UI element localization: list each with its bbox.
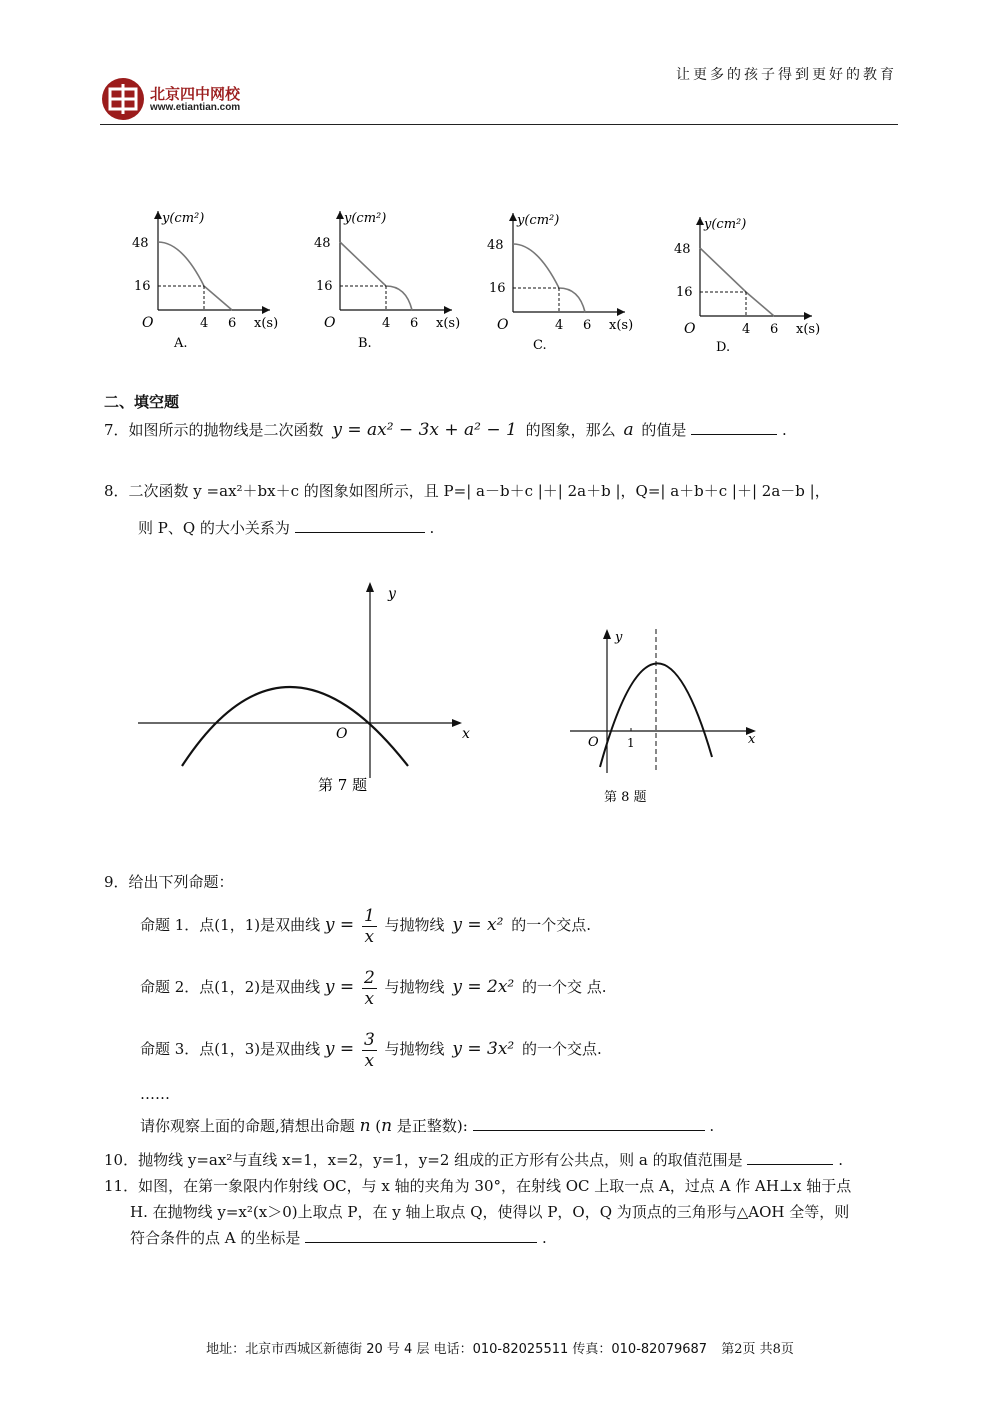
figure-7-origin: O [336,726,348,742]
logo-emblem [100,76,146,122]
question-11-line1: 11．如图，在第一象限内作射线 OC，与 x 轴的夹角为 30°，在射线 OC 上取一点 A，过点 A 作 AH⊥x 轴于点 [104,1177,852,1195]
q7-var: a [623,420,634,440]
prop3-num: 3 [363,1029,375,1050]
question-7 [104,420,787,440]
proposition-1 [140,903,591,947]
graph-d [674,217,820,355]
graph-d-xlabel: x(s) [796,322,821,337]
prop3-eq2: y = 3x² [452,1039,515,1059]
prop3-fraction [362,1030,377,1071]
q8-line2-text: 则 P、Q 的大小关系为 [138,519,290,537]
graph-b-tick6: 6 [410,316,419,331]
logo-name: 北京四中网校 [150,85,241,103]
q9-answer-blank[interactable] [473,1116,705,1131]
q8-answer-blank[interactable] [295,518,425,533]
graph-b-curve [340,242,412,310]
graph-a-xlabel: x(s) [254,316,279,331]
question-9-intro: 9．给出下列命题： [104,873,234,891]
prop3-den: x [364,1050,375,1071]
q7-formula: y = ax² − 3x + a² − 1 [332,420,517,440]
slogan: 让更多的孩子得到更好的教育 [676,67,897,83]
graph-c-tick4: 4 [555,318,564,333]
graph-a [132,211,278,351]
prop1-eq2: y = x² [452,915,504,935]
prop3-mid: 与抛物线 [384,1040,445,1058]
question-11-line2: H. 在抛物线 y=x²(x＞0)上取点 P，在 y 轴上取点 Q，使得以 P，O，Q 为顶点的三角形与△AOH 全等，则 [130,1203,850,1221]
graph-b-tick4: 4 [382,316,391,331]
prop1-text: 命题 1．点(1，1)是双曲线 [140,916,321,934]
proposition-2 [140,965,607,1009]
q10-end: . [838,1151,843,1169]
graph-c-option: C. [533,338,547,353]
graph-b-tick48: 48 [314,236,331,251]
section-title: 二、填空题 [104,393,180,411]
q9-question [140,1116,714,1136]
graph-c-ylabel: y(cm²) [517,213,560,228]
graph-b-ylabel: y(cm²) [344,211,387,226]
graph-a-tick6: 6 [228,316,237,331]
q11-answer-blank[interactable] [305,1228,537,1243]
graph-d-ylabel: y(cm²) [704,217,747,232]
graph-b-origin: O [324,315,336,331]
q9-n-2: n [381,1116,393,1136]
proposition-3 [140,1027,602,1071]
figure-7 [130,578,490,800]
logo-url: www.etiantian.com [150,102,241,113]
footer-address: 地址：北京市西城区新德街 20 号 4 层 电话：010-82025511 传真：010-82079687 [206,1342,708,1357]
prop1-num: 1 [363,905,375,926]
q9-ask-a: 请你观察上面的命题,猜想出命题 [140,1117,355,1135]
footer-page: 第2页 共8页 [721,1342,794,1357]
figure-7-y-label: y [388,586,396,602]
prop1-mid: 与抛物线 [384,916,445,934]
q7-end: . [781,421,787,439]
graph-a-tick48: 48 [132,236,149,251]
graph-c-origin: O [497,317,509,333]
graph-c-curve [513,244,585,312]
prop2-end: 的一个交 点. [522,978,607,996]
prop3-text: 命题 3．点(1，3)是双曲线 [140,1040,321,1058]
prop3-eq-y: y = [324,1039,355,1059]
graph-a-option: A. [174,336,188,351]
prop2-den: x [364,988,375,1009]
figure-8-origin: O [588,735,599,750]
figure-8-tick-1: 1 [627,736,635,750]
q7-suffix: 的值是 [641,421,687,439]
graph-b-xlabel: x(s) [436,316,461,331]
figure-8-y-label: y [615,630,623,645]
figure-7-parabola [182,687,408,766]
graph-a-tick4: 4 [200,316,209,331]
graph-d-tick16: 16 [676,285,693,300]
q10-text: 10．抛物线 y=ax²与直线 x=1，x=2，y=1，y=2 组成的正方形有公共点，则 a 的取值范围是 [104,1151,743,1169]
q11-end: . [541,1229,547,1247]
q10-answer-blank[interactable] [747,1150,833,1165]
prop1-fraction [362,906,377,947]
answer-graphs [120,195,900,365]
graph-a-ylabel: y(cm²) [162,211,205,226]
graph-c-xlabel: x(s) [609,318,634,333]
question-8-line2 [138,518,434,538]
graph-d-curve [700,248,774,316]
figure-7-caption: 第 7 题 [318,776,368,794]
prop2-eq-y: y = [324,977,355,997]
prop1-eq-y: y = [324,915,355,935]
prop2-num: 2 [363,967,375,988]
prop2-mid: 与抛物线 [384,978,445,996]
q9-n-1: n [359,1116,371,1136]
q8-end: . [429,519,435,537]
footer [0,1338,1000,1357]
q9-ask-c: 是正整数): [396,1117,468,1135]
graph-d-tick6: 6 [770,322,779,337]
graph-d-tick48: 48 [674,242,691,257]
q7-answer-blank[interactable] [691,420,777,435]
q9-ellipsis: …… [140,1085,170,1103]
question-11-line3 [130,1228,547,1248]
graph-d-origin: O [684,321,696,337]
graph-a-tick16: 16 [134,279,151,294]
q7-middle: 的图象，那么 [525,421,616,439]
graph-c [487,213,633,353]
q9-end: . [709,1117,715,1135]
prop1-den: x [364,926,375,947]
graph-c-tick48: 48 [487,238,504,253]
q11-line3-text: 符合条件的点 A 的坐标是 [130,1229,301,1247]
q7-prefix: 7．如图所示的抛物线是二次函数 [104,421,324,439]
prop2-fraction [362,968,377,1009]
header-rule [100,124,898,125]
figure-8-x-label: x [748,732,756,747]
graph-b [314,211,460,351]
prop2-text: 命题 2．点(1，2)是双曲线 [140,978,321,996]
graph-d-option: D. [716,340,731,355]
prop2-eq2: y = 2x² [452,977,515,997]
graph-a-curve [158,242,232,310]
question-10 [104,1150,843,1170]
q9-ask-b: ( [375,1117,382,1135]
graph-b-option: B. [358,336,372,351]
question-8-line1: 8．二次函数 y =ax²＋bx＋c 的图象如图所示，且 P=| a－b＋c |＋| 2a＋b |，Q=| a＋b＋c |＋| 2a－b |， [104,482,830,500]
graph-b-tick16: 16 [316,279,333,294]
graph-c-tick6: 6 [583,318,592,333]
graph-a-origin: O [142,315,154,331]
figure-8-caption: 第 8 题 [604,790,647,805]
figure-8 [570,625,770,810]
graph-c-tick16: 16 [489,281,506,296]
figure-7-x-label: x [462,726,470,742]
prop1-end: 的一个交点. [511,916,591,934]
graph-d-tick4: 4 [742,322,751,337]
prop3-end: 的一个交点. [522,1040,602,1058]
